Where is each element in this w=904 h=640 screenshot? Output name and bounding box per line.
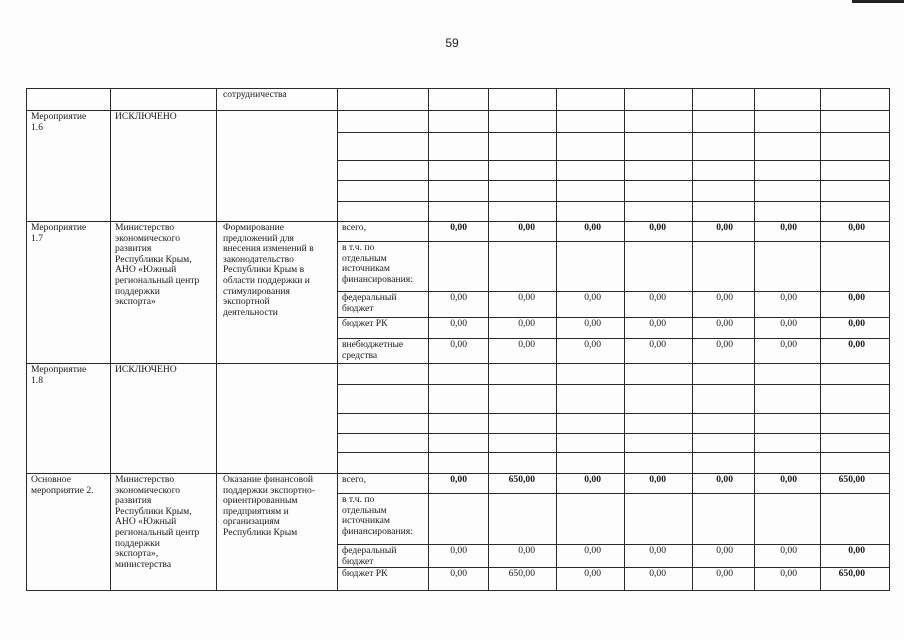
- funding-source-label: отдельным: [342, 504, 387, 516]
- amount-cell: 0,00: [584, 474, 601, 485]
- amount-cell: 0,00: [848, 339, 865, 350]
- funding-source-label: бюджет РК: [342, 568, 388, 579]
- funding-source-label: федеральный: [342, 545, 397, 556]
- result-cell: внесения изменений в: [223, 243, 314, 255]
- amount-cell: 0,00: [716, 339, 733, 350]
- funding-source-label: всего,: [342, 222, 366, 233]
- executor-cell: развития: [115, 243, 152, 255]
- amount-cell: 0,00: [584, 318, 601, 329]
- funding-source-label: бюджет РК: [342, 318, 388, 329]
- amount-cell: 0,00: [584, 292, 601, 303]
- amount-cell: 0,00: [716, 318, 733, 329]
- page-number: 59: [445, 36, 459, 50]
- executor-cell: экспорта»: [115, 296, 156, 308]
- row-line: [337, 132, 890, 133]
- executor-cell: АНО «Южный: [115, 264, 177, 276]
- result-cell: предприятиям и: [223, 505, 289, 517]
- executor-cell: министерства: [115, 558, 172, 570]
- result-cell: Республики Крым в: [223, 264, 305, 276]
- amount-cell: 0,00: [649, 292, 666, 303]
- amount-cell: 650,00: [838, 474, 865, 485]
- result-cell: организациям: [223, 516, 280, 528]
- amount-cell: 0,00: [716, 474, 733, 485]
- amount-cell: 0,00: [450, 474, 467, 485]
- result-cell: экспортной: [223, 296, 270, 308]
- row-line: [337, 201, 890, 202]
- row-line: [337, 413, 890, 414]
- row-line: [337, 180, 890, 181]
- row-line: [337, 567, 890, 568]
- amount-cell: 0,00: [584, 339, 601, 350]
- row-line: [337, 452, 890, 453]
- corner-scan-mark: [852, 0, 904, 3]
- result-cell: поддержки экспортно-: [223, 484, 316, 496]
- row-line: [337, 291, 890, 292]
- executor-cell: региональный центр: [115, 275, 200, 286]
- funding-source-label: источникам: [342, 263, 390, 275]
- amount-cell: 0,00: [518, 545, 535, 556]
- result-cell: законодательство: [223, 253, 294, 265]
- amount-cell: 0,00: [450, 568, 467, 579]
- funding-source-label: в т.ч. по: [342, 242, 375, 253]
- amount-cell: 0,00: [518, 339, 535, 350]
- executor-cell: Министерство: [115, 474, 175, 485]
- executor-cell: экономического: [115, 484, 181, 496]
- amount-cell: 0,00: [649, 318, 666, 329]
- measure-status: ИСКЛЮЧЕНО: [115, 364, 177, 375]
- executor-cell: региональный центр: [115, 527, 200, 538]
- funding-source-label: средства: [342, 349, 378, 361]
- executor-cell: поддержки: [115, 537, 160, 549]
- executor-cell: Республики Крым,: [115, 253, 192, 265]
- row-line: [337, 433, 890, 434]
- amount-cell: 0,00: [716, 545, 733, 556]
- row-line: [337, 544, 890, 545]
- result-cell: области поддержки и: [223, 275, 310, 286]
- amount-cell: 0,00: [518, 222, 535, 233]
- measure-name: 1.8: [31, 374, 43, 386]
- amount-cell: 0,00: [450, 545, 467, 556]
- result-cell: предложений для: [223, 232, 294, 244]
- result-cell: стимулирования: [223, 285, 290, 297]
- amount-cell: 0,00: [716, 222, 733, 233]
- amount-cell: 650,00: [838, 568, 865, 579]
- amount-cell: 0,00: [649, 339, 666, 350]
- row-line: [337, 384, 890, 385]
- measure-name: 1.6: [31, 121, 43, 133]
- amount-cell: 0,00: [450, 222, 467, 233]
- amount-cell: 0,00: [848, 222, 865, 233]
- amount-cell: 0,00: [780, 292, 797, 303]
- funding-source-label: всего,: [342, 474, 366, 485]
- executor-cell: развития: [115, 495, 152, 507]
- row-line: [337, 160, 890, 161]
- executor-cell: поддержки: [115, 285, 160, 297]
- funding-source-label: в т.ч. по: [342, 494, 375, 505]
- amount-cell: 0,00: [584, 568, 601, 579]
- measure-name: Мероприятие: [31, 222, 87, 233]
- executor-cell: Министерство: [115, 222, 175, 233]
- row-line: [337, 338, 890, 339]
- amount-cell: 0,00: [780, 568, 797, 579]
- result-cell: ориентированным: [223, 495, 298, 507]
- amount-cell: 0,00: [780, 318, 797, 329]
- funding-source-label: федеральный: [342, 292, 397, 303]
- amount-cell: 0,00: [848, 545, 865, 556]
- amount-cell: 0,00: [716, 292, 733, 303]
- amount-cell: 0,00: [450, 318, 467, 329]
- amount-cell: 0,00: [518, 292, 535, 303]
- table-column-line: [337, 88, 338, 591]
- row-line: [337, 241, 890, 242]
- funding-source-label: финансирования:: [342, 525, 413, 537]
- measure-name: Мероприятие: [31, 111, 87, 122]
- funding-source-label: бюджет: [342, 555, 374, 567]
- amount-cell: 0,00: [518, 318, 535, 329]
- amount-cell: 0,00: [780, 474, 797, 485]
- amount-cell: 0,00: [450, 339, 467, 350]
- funding-source-label: финансирования:: [342, 273, 413, 285]
- amount-cell: 0,00: [649, 568, 666, 579]
- result-cell: Формирование: [223, 222, 285, 233]
- funding-source-label: источникам: [342, 515, 390, 527]
- amount-cell: 0,00: [780, 222, 797, 233]
- result-cell-continued: сотрудничества: [223, 89, 287, 100]
- result-cell: Республики Крым: [223, 527, 298, 538]
- amount-cell: 0,00: [716, 568, 733, 579]
- executor-cell: АНО «Южный: [115, 516, 177, 528]
- table-top-border: [26, 88, 890, 89]
- amount-cell: 650,00: [508, 474, 535, 485]
- amount-cell: 0,00: [649, 545, 666, 556]
- amount-cell: 0,00: [584, 222, 601, 233]
- amount-cell: 0,00: [649, 474, 666, 485]
- amount-cell: 0,00: [584, 545, 601, 556]
- amount-cell: 0,00: [848, 318, 865, 329]
- executor-cell: экспорта»,: [115, 548, 159, 560]
- amount-cell: 0,00: [848, 292, 865, 303]
- executor-cell: Республики Крым,: [115, 505, 192, 517]
- measure-name: Мероприятие: [31, 364, 87, 375]
- measure-name: мероприятие 2.: [31, 484, 94, 496]
- result-cell: Оказание финансовой: [223, 474, 314, 485]
- amount-cell: 0,00: [450, 292, 467, 303]
- funding-source-label: бюджет: [342, 302, 374, 314]
- funding-source-label: внебюджетные: [342, 339, 404, 350]
- measure-status: ИСКЛЮЧЕНО: [115, 111, 177, 122]
- funding-source-label: отдельным: [342, 252, 387, 264]
- result-cell: деятельности: [223, 306, 278, 318]
- measure-name: Основное: [31, 474, 71, 485]
- table-border: [889, 88, 890, 591]
- measure-name: 1.7: [31, 232, 43, 244]
- amount-cell: 0,00: [649, 222, 666, 233]
- section-divider: [26, 590, 890, 591]
- table-column-line: [110, 88, 111, 591]
- amount-cell: 0,00: [780, 545, 797, 556]
- table-column-line: [216, 88, 217, 591]
- row-line: [337, 493, 890, 494]
- executor-cell: экономического: [115, 232, 181, 244]
- amount-cell: 0,00: [780, 339, 797, 350]
- table-border: [26, 88, 27, 591]
- row-line: [337, 317, 890, 318]
- budget-table: [26, 88, 889, 590]
- amount-cell: 650,00: [508, 568, 535, 579]
